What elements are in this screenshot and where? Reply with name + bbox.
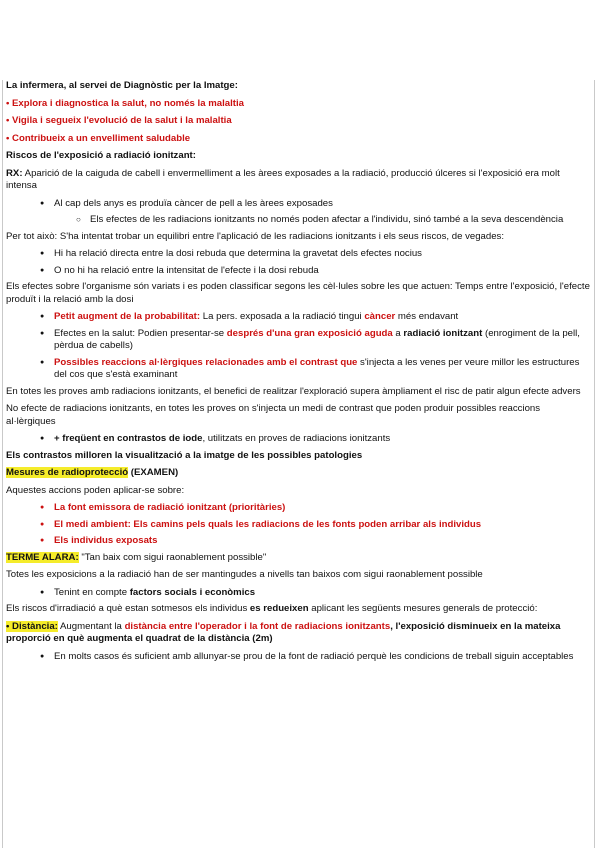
rx-text: Aparició de la caiguda de cabell i envermelliment a les àrees exposades a la radiació, producció úlceres si l'exposició era molt intensa — [6, 167, 560, 191]
effects-list — [6, 311, 591, 382]
rx-list — [6, 198, 591, 211]
effect2-text: Efectes en la salut: Podien presentar-se — [54, 327, 227, 339]
rx-paragraph — [6, 168, 591, 193]
exposure-list — [6, 587, 591, 600]
list-item: ● Hi ha relació directa entre la dosi rebuda que determina la gravetat dels efectes nocius — [6, 248, 591, 261]
left-margin-line — [2, 80, 3, 848]
contrast-note: Els contrastos milloren la visualització a la imatge de les possibles patologies — [6, 449, 363, 461]
list-item: ● En molts casos és suficient amb allunyar-se prou de la font de radiació perquè les condicions de treball siguin acceptables — [6, 651, 591, 664]
intro-item: • Explora i diagnostica la salut, no només la malaltia — [6, 97, 244, 109]
effect3-text: s'injecta a les venes per veure millor les estructures del cos que s'està examinant — [54, 356, 580, 380]
document-page — [6, 80, 591, 667]
reduce-paragraph — [6, 603, 591, 616]
balance-paragraph: Per tot això: S'ha intentat trobar un equilibri entre l'aplicació de les radiacions ionitzants i els seus riscos, de vegades: — [6, 230, 505, 242]
benefit-paragraph: En totes les proves amb radiacions ionitzants, el benefici de realitzar l'exploració supera àmpliament el risc de patir algun efecte advers — [6, 385, 581, 397]
effect2-red: després d'una gran exposició aguda — [226, 327, 393, 339]
intro-item: • Contribueix a un envelliment saludable — [6, 132, 191, 144]
distance-bold: , l'exposició disminueix en la mateixa proporció en què augmenta el quadrat de la distància (2m) — [6, 620, 561, 644]
contrast-bold: + freqüent en contrastos de iode — [54, 433, 203, 444]
rx-sub-list — [6, 214, 591, 227]
measures-suffix: (EXAMEN) — [128, 467, 179, 478]
alara-text: "Tan baix com sigui raonablement possible" — [78, 551, 267, 563]
distance-text: Augmentant la — [57, 620, 125, 632]
distance-label: • Distància: — [6, 620, 58, 632]
list-item: ● O no hi ha relació entre la intensitat de l'efecte i la dosi rebuda — [6, 265, 591, 278]
list-item — [6, 311, 591, 324]
contrast-paragraph: No efecte de radiacions ionitzants, en totes les proves on s'injecta un medi de contrast que poden produir possibles reaccions al·lèrgiques — [6, 403, 541, 427]
measures-heading-text: Mesures de radioprotecció — [6, 467, 129, 478]
effect2-text-end: (enrogiment de la pell, pèrdua de cabells) — [54, 327, 580, 351]
distance-red: distància entre l'operador i la font de radiacions ionitzants — [124, 620, 391, 632]
effect1-text-end: més endavant — [395, 311, 459, 322]
effect1-red2: càncer — [364, 311, 396, 322]
distance-paragraph — [6, 621, 591, 646]
intro-item: • Vigila i segueix l'evolució de la salut i la malaltia — [6, 115, 232, 126]
effect2-bold: radiació ionitzant — [403, 327, 483, 339]
list-item — [6, 433, 591, 446]
rx-label: RX: — [6, 167, 23, 179]
measures-heading — [6, 467, 591, 480]
list-item — [6, 328, 591, 353]
list-item — [6, 587, 591, 600]
list-item: ● Al cap dels anys es produïa càncer de pell a les àrees exposades — [6, 198, 591, 211]
risks-heading: Riscos de l'exposició a radiació ionitzant: — [6, 150, 196, 161]
effect3-red: Possibles reaccions al·lèrgiques relacionades amb el contrast que — [54, 356, 358, 368]
measures-intro: Aquestes accions poden aplicar-se sobre: — [6, 484, 185, 496]
effect2-text-mid: a — [392, 327, 404, 339]
list-item — [6, 357, 591, 382]
balance-list — [6, 248, 591, 277]
contrast-rest: , utilitzats en proves de radiacions ionitzants — [202, 433, 391, 444]
exposure-bold: factors socials i econòmics — [129, 586, 256, 598]
reduce-text: Els riscos d'irradiació a què estan sotmesos els individus — [6, 603, 250, 614]
effects-paragraph: Els efectes sobre l'organisme són variats i es poden classificar segons les cèl·lules sobre les que actuen: Temps entre l'exposició, l'efecte produït i la relació amb la dosi — [6, 281, 590, 305]
reduce-text-end: aplicant les següents mesures generals de protecció: — [308, 603, 538, 614]
exposure-paragraph: Totes les exposicions a la radiació han de ser mantingudes a nivells tan baixos com sigui raonablement possible — [6, 569, 483, 580]
exposure-text: Tenint en compte — [54, 586, 130, 598]
reduce-bold: es redueixen — [249, 603, 309, 614]
list-item: ● El medi ambient: Els camins pels quals les radiacions de les fonts poden arribar als individus — [6, 519, 591, 532]
alara-label: TERME ALARA: — [6, 551, 79, 563]
effect1-red: Petit augment de la probabilitat: — [54, 311, 201, 322]
alara-paragraph — [6, 552, 591, 565]
measures-list — [6, 502, 591, 548]
contrast-list — [6, 433, 591, 446]
effect1-text: La pers. exposada a la radiació tingui — [200, 311, 365, 322]
list-item: ○ Els efectes de les radiacions ionitzants no només poden afectar a l'individu, sinó també a la seva descendència — [6, 214, 591, 227]
intro-heading: La infermera, al servei de Diagnòstic per la Imatge: — [6, 80, 238, 91]
distance-list — [6, 651, 591, 664]
list-item: ● La font emissora de radiació ionitzant (prioritàries) — [6, 502, 591, 515]
list-item: ● Els individus exposats — [6, 535, 591, 548]
right-margin-line — [594, 80, 595, 848]
